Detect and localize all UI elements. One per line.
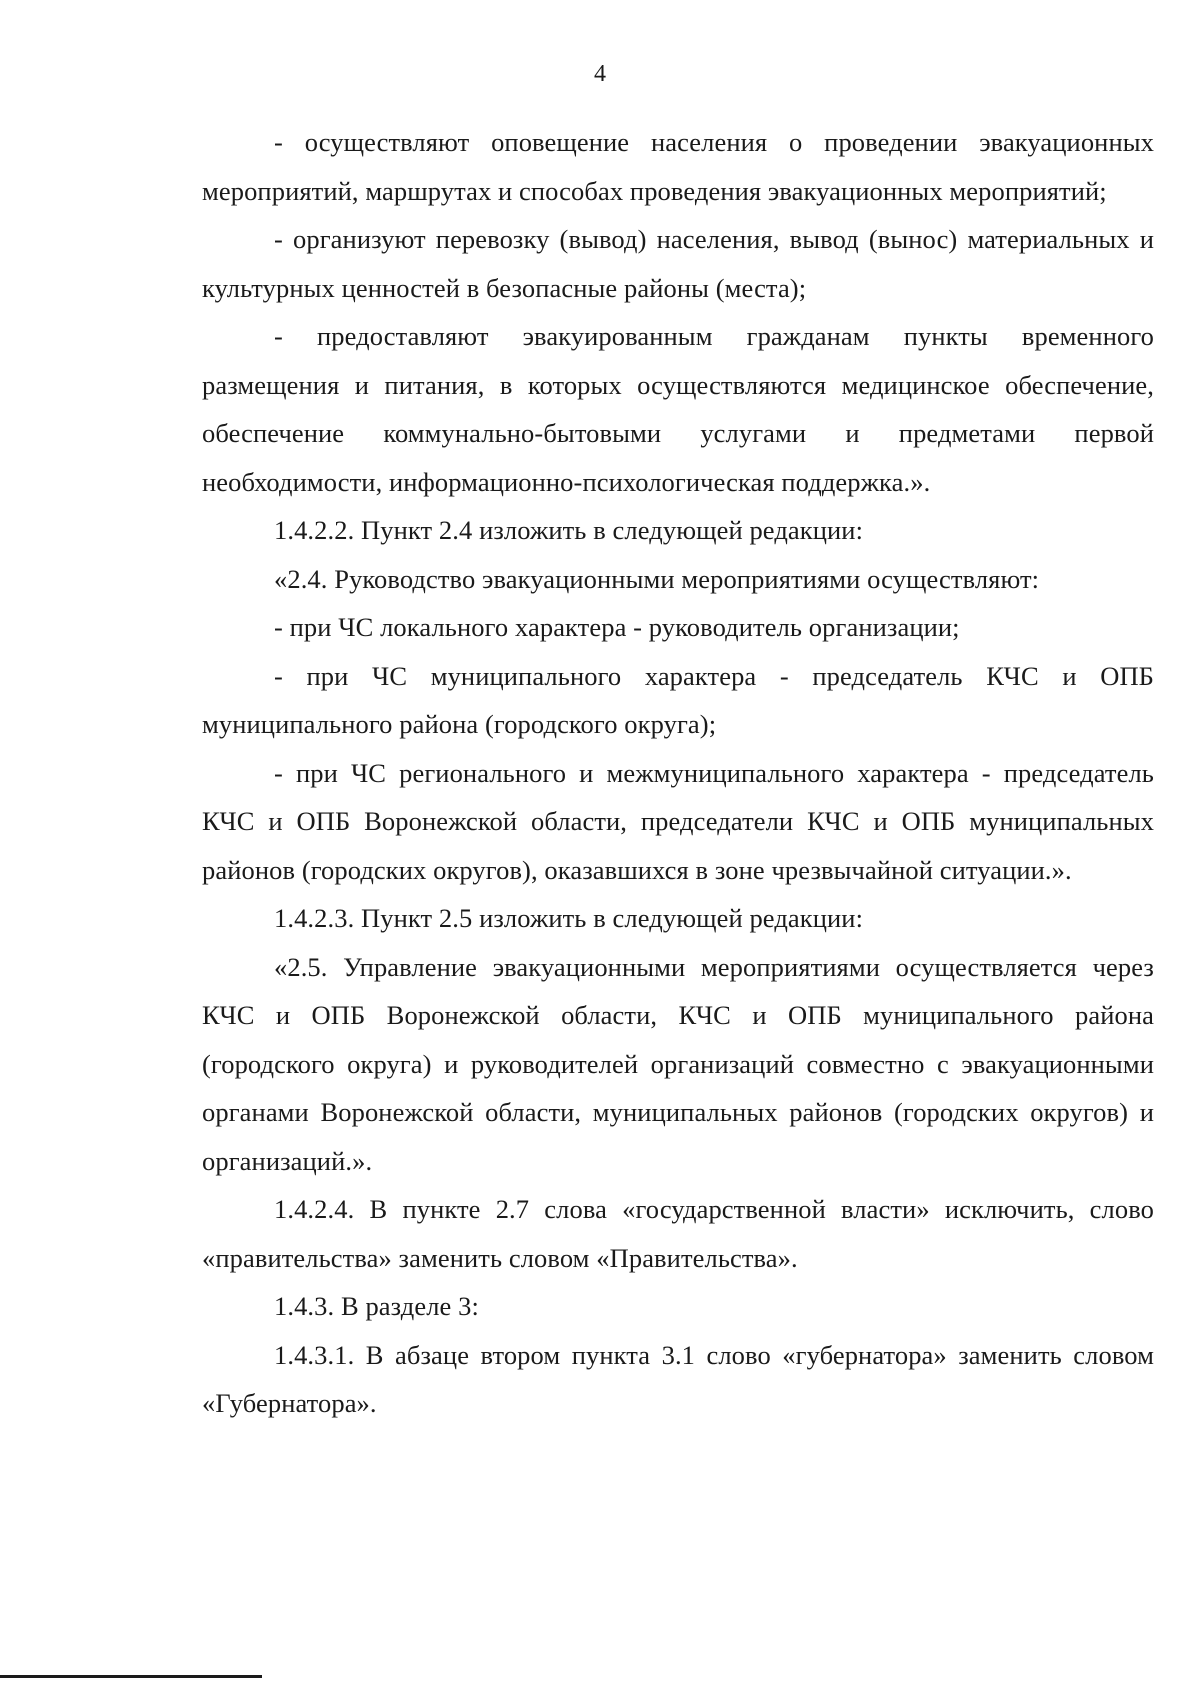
paragraph-regional-emergency: - при ЧС регионального и межмуниципального характера - председатель КЧС и ОПБ Воронежской области, председатели КЧС и ОПБ муниципальных районов (городских округов), оказавшихся в зоне чрезвычайной ситуации.».: [202, 757, 1154, 885]
paragraph-temporary-housing: - предоставляют эвакуированным гражданам пункты временного размещения и питания, в которых осуществляются медицинское обеспечение, обеспечение коммунально-бытовыми услугами и предметами первой необходимости, информационно-психологическая поддержка.».: [202, 321, 1154, 497]
paragraph-clause-1-4-2-3: 1.4.2.3. Пункт 2.5 изложить в следующей редакции:: [274, 903, 864, 933]
paragraph-clause-1-4-3: 1.4.3. В разделе 3:: [274, 1291, 479, 1321]
paragraph-item-2-5: «2.5. Управление эвакуационными мероприятиями осуществляется через КЧС и ОПБ Воронежской области, КЧС и ОПБ муниципального района (городского округа) и руководителей организаций совместно с эвакуационными органами Воронежской области, муниципальных районов (городских округов) и организаций.».: [202, 951, 1154, 1176]
paragraph-municipal-emergency: - при ЧС муниципального характера - председатель КЧС и ОПБ муниципального района (городского округа);: [202, 660, 1154, 739]
page-number: 4: [594, 61, 606, 87]
paragraph-notification: - осуществляют оповещение населения о проведении эвакуационных мероприятий, маршрутах и способах проведения эвакуационных мероприятий;: [202, 127, 1154, 206]
paragraph-clause-1-4-2-2: 1.4.2.2. Пункт 2.4 изложить в следующей редакции:: [274, 515, 864, 545]
paragraph-clause-1-4-2-4: 1.4.2.4. В пункте 2.7 слова «государственной власти» исключить, слово «правительства» заменить словом «Правительства».: [202, 1194, 1154, 1273]
document-body: [202, 118, 1154, 1428]
paragraph-clause-1-4-3-1: 1.4.3.1. В абзаце втором пункта 3.1 слово «губернатора» заменить словом «Губернатора».: [202, 1339, 1154, 1418]
paragraph-item-2-4: «2.4. Руководство эвакуационными мероприятиями осуществляют:: [274, 563, 1040, 594]
footer-divider: [0, 1675, 262, 1678]
paragraph-local-emergency: - при ЧС локального характера - руководитель организации;: [274, 612, 960, 642]
paragraph-transport: - организуют перевозку (вывод) населения, вывод (вынос) материальных и культурных ценностей в безопасные районы (места);: [202, 224, 1154, 303]
